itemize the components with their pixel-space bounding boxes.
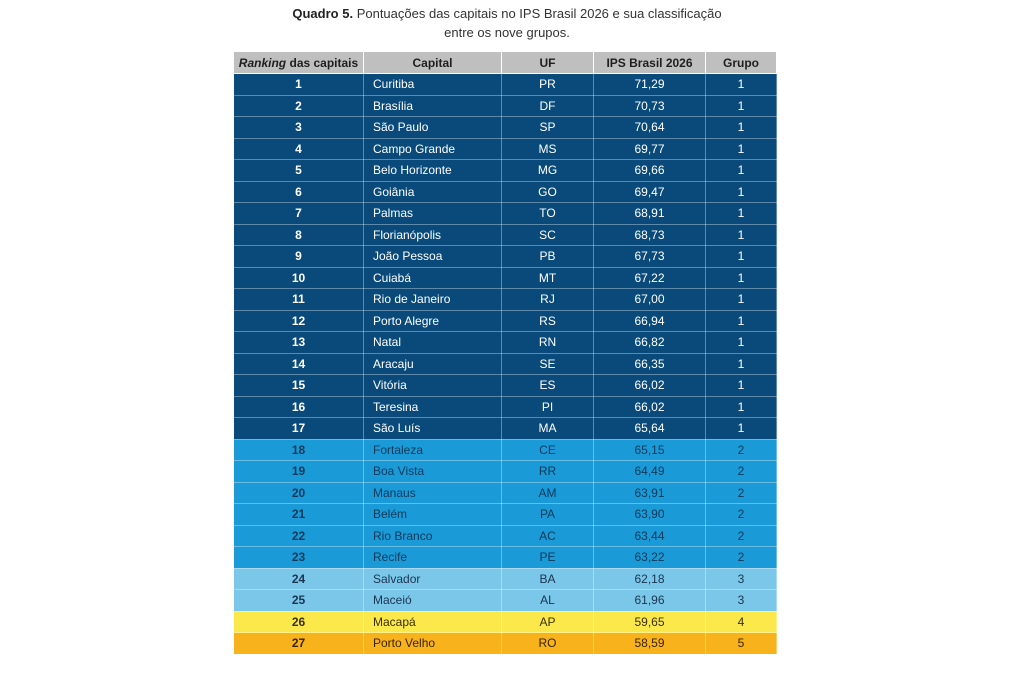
cell-rank: 19	[234, 461, 364, 483]
table-caption	[0, 4, 1014, 42]
cell-rank: 18	[234, 439, 364, 461]
cell-rank: 23	[234, 547, 364, 569]
cell-capital: Teresina	[364, 396, 502, 418]
cell-uf: SE	[502, 353, 594, 375]
cell-uf: AL	[502, 590, 594, 612]
table-body	[234, 74, 777, 655]
cell-capital: Salvador	[364, 568, 502, 590]
header-group: Grupo	[706, 52, 777, 74]
cell-group: 3	[706, 590, 777, 612]
cell-group: 1	[706, 289, 777, 311]
cell-group: 1	[706, 267, 777, 289]
cell-capital: Palmas	[364, 203, 502, 225]
cell-ips: 66,82	[594, 332, 706, 354]
table-row	[234, 525, 777, 547]
cell-uf: SC	[502, 224, 594, 246]
cell-capital: Manaus	[364, 482, 502, 504]
cell-rank: 16	[234, 396, 364, 418]
table-row	[234, 160, 777, 182]
cell-rank: 6	[234, 181, 364, 203]
table-row	[234, 224, 777, 246]
table-row	[234, 375, 777, 397]
cell-group: 3	[706, 568, 777, 590]
cell-uf: RJ	[502, 289, 594, 311]
cell-ips: 59,65	[594, 611, 706, 633]
cell-capital: Maceió	[364, 590, 502, 612]
cell-group: 1	[706, 117, 777, 139]
capitals-ranking-table	[233, 51, 777, 655]
cell-ips: 68,91	[594, 203, 706, 225]
cell-capital: Campo Grande	[364, 138, 502, 160]
table-row	[234, 310, 777, 332]
cell-rank: 11	[234, 289, 364, 311]
cell-capital: Natal	[364, 332, 502, 354]
table-row	[234, 504, 777, 526]
cell-rank: 26	[234, 611, 364, 633]
cell-capital: São Luís	[364, 418, 502, 440]
cell-rank: 20	[234, 482, 364, 504]
cell-ips: 69,77	[594, 138, 706, 160]
cell-uf: PE	[502, 547, 594, 569]
cell-uf: AC	[502, 525, 594, 547]
cell-ips: 58,59	[594, 633, 706, 655]
cell-ips: 63,44	[594, 525, 706, 547]
cell-group: 1	[706, 396, 777, 418]
cell-uf: MG	[502, 160, 594, 182]
cell-uf: MT	[502, 267, 594, 289]
header-row	[234, 52, 777, 74]
table-row	[234, 181, 777, 203]
cell-ips: 63,90	[594, 504, 706, 526]
caption-text: Pontuações das capitais no IPS Brasil 2026 e sua classificação	[356, 6, 722, 21]
header-ranking-italic: Ranking	[238, 55, 287, 70]
cell-capital: Porto Velho	[364, 633, 502, 655]
cell-uf: BA	[502, 568, 594, 590]
cell-uf: DF	[502, 95, 594, 117]
cell-rank: 15	[234, 375, 364, 397]
cell-group: 1	[706, 181, 777, 203]
cell-capital: Porto Alegre	[364, 310, 502, 332]
cell-capital: Curitiba	[364, 74, 502, 96]
cell-ips: 65,15	[594, 439, 706, 461]
cell-uf: ES	[502, 375, 594, 397]
cell-rank: 9	[234, 246, 364, 268]
caption-line-1	[0, 4, 1014, 23]
table-row	[234, 353, 777, 375]
table-row	[234, 332, 777, 354]
cell-rank: 14	[234, 353, 364, 375]
cell-rank: 5	[234, 160, 364, 182]
cell-uf: MS	[502, 138, 594, 160]
table-row	[234, 461, 777, 483]
cell-group: 2	[706, 525, 777, 547]
cell-group: 2	[706, 439, 777, 461]
cell-group: 1	[706, 246, 777, 268]
cell-ips: 67,00	[594, 289, 706, 311]
cell-group: 1	[706, 353, 777, 375]
table-row	[234, 289, 777, 311]
cell-ips: 70,64	[594, 117, 706, 139]
cell-ips: 66,02	[594, 396, 706, 418]
cell-ips: 70,73	[594, 95, 706, 117]
cell-uf: PA	[502, 504, 594, 526]
cell-uf: AP	[502, 611, 594, 633]
header-ranking	[234, 52, 364, 74]
cell-capital: Brasília	[364, 95, 502, 117]
cell-rank: 17	[234, 418, 364, 440]
cell-ips: 68,73	[594, 224, 706, 246]
cell-group: 1	[706, 224, 777, 246]
cell-capital: Rio Branco	[364, 525, 502, 547]
cell-capital: Recife	[364, 547, 502, 569]
table-row	[234, 590, 777, 612]
header-uf: UF	[502, 52, 594, 74]
cell-uf: PB	[502, 246, 594, 268]
table-row	[234, 568, 777, 590]
cell-capital: Macapá	[364, 611, 502, 633]
cell-ips: 63,91	[594, 482, 706, 504]
table-row	[234, 418, 777, 440]
cell-rank: 12	[234, 310, 364, 332]
caption-label: Quadro 5.	[292, 6, 354, 21]
cell-uf: RN	[502, 332, 594, 354]
table-header	[234, 52, 777, 74]
cell-uf: RS	[502, 310, 594, 332]
cell-ips: 69,47	[594, 181, 706, 203]
cell-group: 1	[706, 203, 777, 225]
table-row	[234, 267, 777, 289]
header-ips: IPS Brasil 2026	[594, 52, 706, 74]
table-row	[234, 633, 777, 655]
cell-rank: 1	[234, 74, 364, 96]
cell-rank: 8	[234, 224, 364, 246]
cell-group: 1	[706, 160, 777, 182]
cell-uf: RR	[502, 461, 594, 483]
cell-ips: 65,64	[594, 418, 706, 440]
cell-capital: São Paulo	[364, 117, 502, 139]
cell-rank: 21	[234, 504, 364, 526]
table-row	[234, 396, 777, 418]
cell-ips: 64,49	[594, 461, 706, 483]
cell-ips: 71,29	[594, 74, 706, 96]
caption-line-2: entre os nove grupos.	[444, 25, 570, 40]
table-row	[234, 117, 777, 139]
cell-rank: 24	[234, 568, 364, 590]
cell-group: 2	[706, 504, 777, 526]
cell-rank: 2	[234, 95, 364, 117]
cell-rank: 10	[234, 267, 364, 289]
cell-uf: CE	[502, 439, 594, 461]
cell-capital: Rio de Janeiro	[364, 289, 502, 311]
cell-uf: AM	[502, 482, 594, 504]
cell-ips: 66,94	[594, 310, 706, 332]
table-row	[234, 547, 777, 569]
table-row	[234, 246, 777, 268]
cell-rank: 4	[234, 138, 364, 160]
cell-ips: 67,73	[594, 246, 706, 268]
cell-uf: PR	[502, 74, 594, 96]
table-row	[234, 74, 777, 96]
cell-group: 1	[706, 310, 777, 332]
table-row	[234, 439, 777, 461]
cell-ips: 61,96	[594, 590, 706, 612]
cell-group: 1	[706, 332, 777, 354]
cell-group: 1	[706, 138, 777, 160]
cell-group: 1	[706, 418, 777, 440]
cell-capital: Belém	[364, 504, 502, 526]
cell-capital: Aracaju	[364, 353, 502, 375]
table-row	[234, 203, 777, 225]
cell-group: 2	[706, 547, 777, 569]
cell-uf: RO	[502, 633, 594, 655]
cell-group: 1	[706, 375, 777, 397]
cell-rank: 13	[234, 332, 364, 354]
cell-capital: Goiânia	[364, 181, 502, 203]
cell-uf: MA	[502, 418, 594, 440]
cell-capital: Florianópolis	[364, 224, 502, 246]
cell-capital: João Pessoa	[364, 246, 502, 268]
cell-capital: Belo Horizonte	[364, 160, 502, 182]
table-row	[234, 611, 777, 633]
table-row	[234, 95, 777, 117]
cell-group: 4	[706, 611, 777, 633]
cell-uf: TO	[502, 203, 594, 225]
cell-group: 2	[706, 482, 777, 504]
cell-ips: 67,22	[594, 267, 706, 289]
cell-rank: 3	[234, 117, 364, 139]
cell-capital: Cuiabá	[364, 267, 502, 289]
header-ranking-rest: das capitais	[289, 55, 359, 70]
cell-uf: GO	[502, 181, 594, 203]
cell-rank: 22	[234, 525, 364, 547]
cell-rank: 27	[234, 633, 364, 655]
cell-group: 1	[706, 74, 777, 96]
cell-ips: 66,02	[594, 375, 706, 397]
cell-group: 1	[706, 95, 777, 117]
cell-ips: 63,22	[594, 547, 706, 569]
cell-group: 2	[706, 461, 777, 483]
table-row	[234, 482, 777, 504]
cell-rank: 25	[234, 590, 364, 612]
cell-rank: 7	[234, 203, 364, 225]
cell-ips: 66,35	[594, 353, 706, 375]
table-row	[234, 138, 777, 160]
cell-group: 5	[706, 633, 777, 655]
cell-capital: Fortaleza	[364, 439, 502, 461]
cell-capital: Vitória	[364, 375, 502, 397]
cell-uf: SP	[502, 117, 594, 139]
cell-ips: 62,18	[594, 568, 706, 590]
cell-ips: 69,66	[594, 160, 706, 182]
cell-uf: PI	[502, 396, 594, 418]
header-capital: Capital	[364, 52, 502, 74]
cell-capital: Boa Vista	[364, 461, 502, 483]
